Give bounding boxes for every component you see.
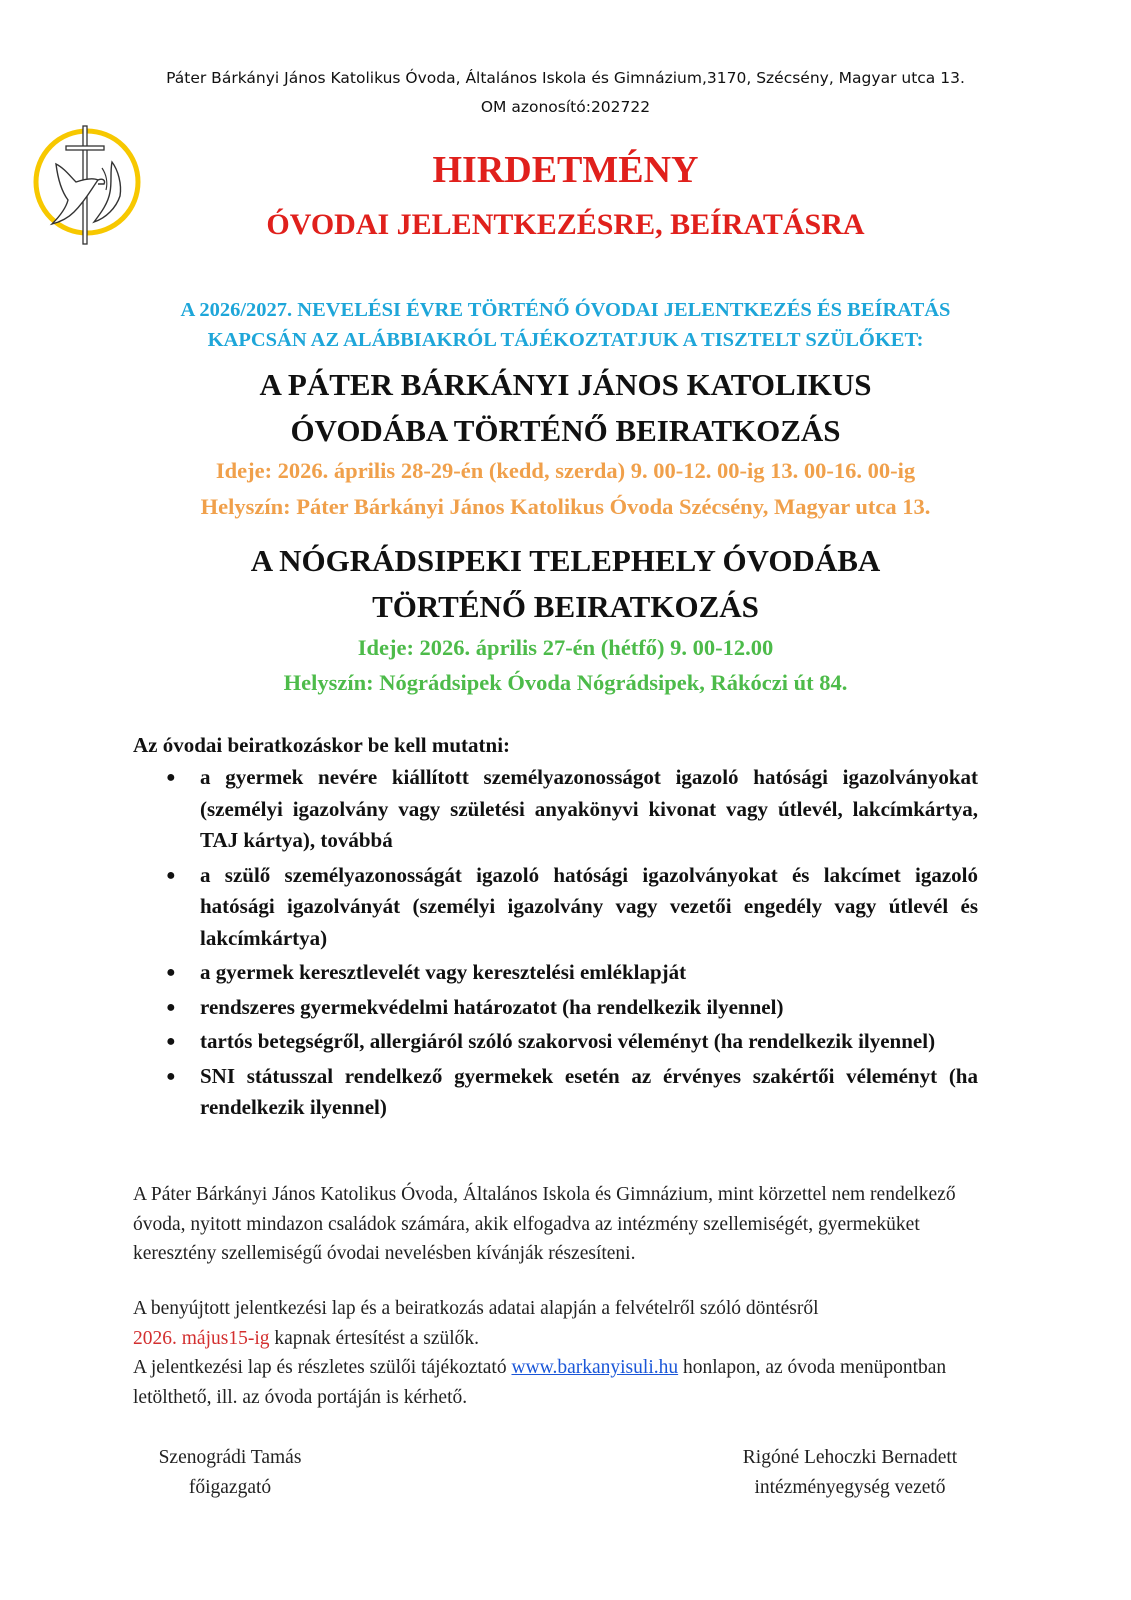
requirements-title: Az óvodai beiratkozáskor be kell mutatni: — [133, 733, 511, 757]
decision-deadline: 2026. május15-ig — [133, 1327, 270, 1349]
bullet-icon: ● — [166, 769, 176, 786]
list-item — [158, 1026, 978, 1058]
list-item — [158, 860, 978, 955]
requirements-list — [158, 762, 978, 1127]
signature-left — [130, 1443, 330, 1503]
bullet-icon: ● — [166, 964, 176, 981]
notification-text-2: kapnak értesítést a szülők. — [269, 1327, 480, 1349]
openness-paragraph: A Páter Bárkányi János Katolikus Óvoda, Általános Iskola és Gimnázium, mint körzettel nem rendelkező óvoda, nyitott mindazon családok számára, akik elfogadva az intézmény szellemiségét, gyermeküket keresztény szellemiségű óvodai nevelésben kívánják részesíteni. — [133, 1184, 956, 1264]
bullet-icon: ● — [166, 1033, 176, 1050]
notification-paragraph — [133, 1294, 983, 1412]
signature-right-role: intézményegység vezető — [754, 1477, 946, 1498]
list-item-text: a gyermek keresztlevelét vagy keresztelési emléklapját — [200, 960, 687, 984]
school-address: Páter Bárkányi János Katolikus Óvoda, Általános Iskola és Gimnázium,3170, Szécsény, Magyar utca 13. — [166, 69, 965, 87]
signature-left-role: főigazgató — [188, 1477, 272, 1498]
list-item-text: rendszeres gyermekvédelmi határozatot (ha rendelkezik ilyennel) — [200, 994, 784, 1019]
signature-right-name: Rigóné Lehoczki Bernadett — [742, 1447, 958, 1468]
list-item-text: a szülő személyazonosságát igazoló hatósági igazolványokat és lakcímet igazoló hatósági igazolványát (személyi igazolvány vagy vezetői engedély vagy útlevél és lakcímkártya) — [200, 862, 978, 950]
signature-right — [720, 1443, 980, 1503]
list-item-text: tartós betegségről, allergiáról szóló szakorvosi véleményt (ha rendelkezik ilyennel) — [200, 1029, 936, 1053]
section1-heading-1: A PÁTER BÁRKÁNYI JÁNOS KATOLIKUS — [259, 367, 872, 402]
list-item-text: SNI státusszal rendelkező gyermekek esetén az érvényes szakértői véleményt (ha rendelkezik ilyennel) — [200, 1063, 978, 1119]
list-item — [158, 1061, 978, 1124]
notification-text-3: A jelentkezési lap és részletes szülői tájékoztató — [133, 1357, 512, 1378]
section1-place: Helyszín: Páter Bárkányi János Katolikus Óvoda Szécsény, Magyar utca 13. — [200, 494, 931, 519]
list-item — [158, 957, 978, 989]
website-link[interactable]: www.barkanyisuli.hu — [511, 1357, 679, 1378]
list-item-text: a gyermek nevére kiállított személyazonosságot igazoló hatósági igazolványokat (személyi igazolvány vagy születési anyakönyvi kivonat vagy útlevél, lakcímkártya, TAJ kártya), továbbá — [200, 765, 978, 852]
section2-time: Ideje: 2026. április 27-én (hétfő) 9. 00-12.00 — [357, 635, 774, 660]
section2-heading-1: A NÓGRÁDSIPEKI TELEPHELY ÓVODÁBA — [250, 543, 881, 578]
om-id: OM azonosító:202722 — [480, 98, 651, 116]
section1-heading-2: ÓVODÁBA TÖRTÉNŐ BEIRATKOZÁS — [290, 413, 841, 448]
list-item — [158, 992, 978, 1024]
signature-left-name: Szenográdi Tamás — [158, 1447, 302, 1468]
bullet-icon: ● — [166, 998, 176, 1016]
intro-line-2: KAPCSÁN AZ ALÁBBIAKRÓL TÁJÉKOZTATJUK A TISZTELT SZÜLŐKET: — [207, 329, 924, 351]
section2-heading-2: TÖRTÉNŐ BEIRATKOZÁS — [372, 589, 759, 624]
page-subtitle: ÓVODAI JELENTKEZÉSRE, BEÍRATÁSRA — [266, 208, 865, 241]
bullet-icon: ● — [166, 1067, 176, 1085]
notification-text-4: honlapon, az óvoda menüpontban letölthető, ill. az óvoda portáján is kérhető. — [133, 1357, 947, 1408]
page-title: HIRDETMÉNY — [432, 149, 699, 191]
notification-text-1: A benyújtott jelentkezési lap és a beiratkozás adatai alapján a felvételről szóló döntésről — [133, 1298, 819, 1319]
bullet-icon: ● — [166, 866, 176, 884]
section1-time: Ideje: 2026. április 28-29-én (kedd, szerda) 9. 00-12. 00-ig 13. 00-16. 00-ig — [215, 458, 916, 483]
list-item — [158, 762, 978, 857]
intro-line-1: A 2026/2027. NEVELÉSI ÉVRE TÖRTÉNŐ ÓVODAI JELENTKEZÉS ÉS BEÍRATÁS — [180, 299, 951, 321]
section2-place: Helyszín: Nógrádsipek Óvoda Nógrádsipek, Rákóczi út 84. — [283, 670, 848, 695]
